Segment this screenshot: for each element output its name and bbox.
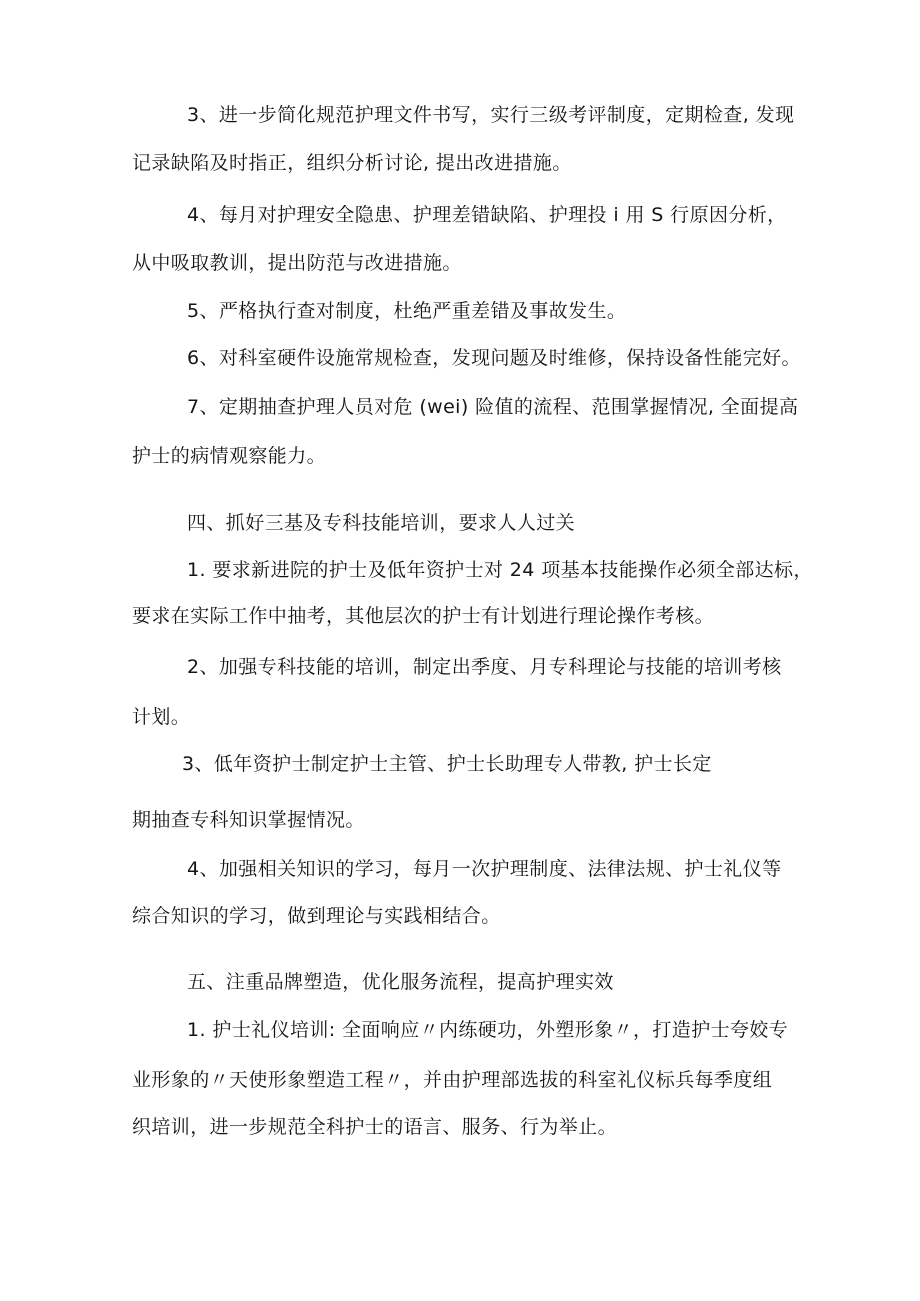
s5-item-1-line-2: 业形象的〃天使形象塑造工程〃，并由护理部选拔的科室礼仪标兵每季度组 (132, 1069, 773, 1091)
s4-item-3-line-1: 3、低年资护士制定护士主管、护士长助理专人带教, 护士长定 (182, 753, 712, 775)
s5-item-1-line-1: 1. 护士礼仪培训: 全面响应〃内练硬功，外塑形象〃，打造护士夸姣专 (187, 1019, 789, 1041)
item-7-line-2: 护士的病情观察能力。 (132, 445, 327, 467)
s4-item-2-line-1: 2、加强专科技能的培训，制定出季度、月专科理论与技能的培训考核 (187, 656, 782, 678)
s4-item-4-line-2: 综合知识的学习，做到理论与实践相结合。 (132, 905, 501, 927)
item-4-line-2: 从中吸取教训，提出防范与改进措施。 (132, 252, 462, 274)
item-3-line-1: 3、进一步简化规范护理文件书写，实行三级考评制度，定期检查, 发现 (187, 104, 795, 126)
item-7-line-1: 7、定期抽查护理人员对危 (wei) 险值的流程、范围掌握情况, 全面提高 (187, 396, 799, 418)
s4-item-1-line-1: 1. 要求新进院的护士及低年资护士对 24 项基本技能操作必须全部达标， (187, 559, 813, 581)
s4-item-1-line-2: 要求在实际工作中抽考，其他层次的护士有计划进行理论操作考核。 (132, 605, 715, 627)
item-5-line-1: 5、严格执行查对制度，杜绝严重差错及事故发生。 (187, 300, 627, 322)
item-3-line-2: 记录缺陷及时指正，组织分析讨论, 提出改进措施。 (132, 152, 572, 174)
s4-item-3-line-2: 期抽查专科知识掌握情况。 (132, 809, 365, 831)
s4-item-2-line-2: 计划。 (132, 706, 191, 728)
s5-item-1-line-3: 织培训，进一步规范全科护士的语言、服务、行为举止。 (132, 1116, 618, 1138)
s4-item-4-line-1: 4、加强相关知识的学习，每月一次护理制度、法律法规、护士礼仪等 (187, 858, 782, 880)
section-5-heading: 五、注重品牌塑造，优化服务流程，提高护理实效 (187, 971, 614, 993)
item-6-line-1: 6、对科室硬件设施常规检查，发现问题及时维修，保持设备性能完好。 (187, 347, 801, 369)
item-4-line-1: 4、每月对护理安全隐患、护理差错缺陷、护理投 i 用 S 行原因分析， (187, 204, 787, 226)
section-4-heading: 四、抓好三基及专科技能培训，要求人人过关 (187, 512, 576, 534)
